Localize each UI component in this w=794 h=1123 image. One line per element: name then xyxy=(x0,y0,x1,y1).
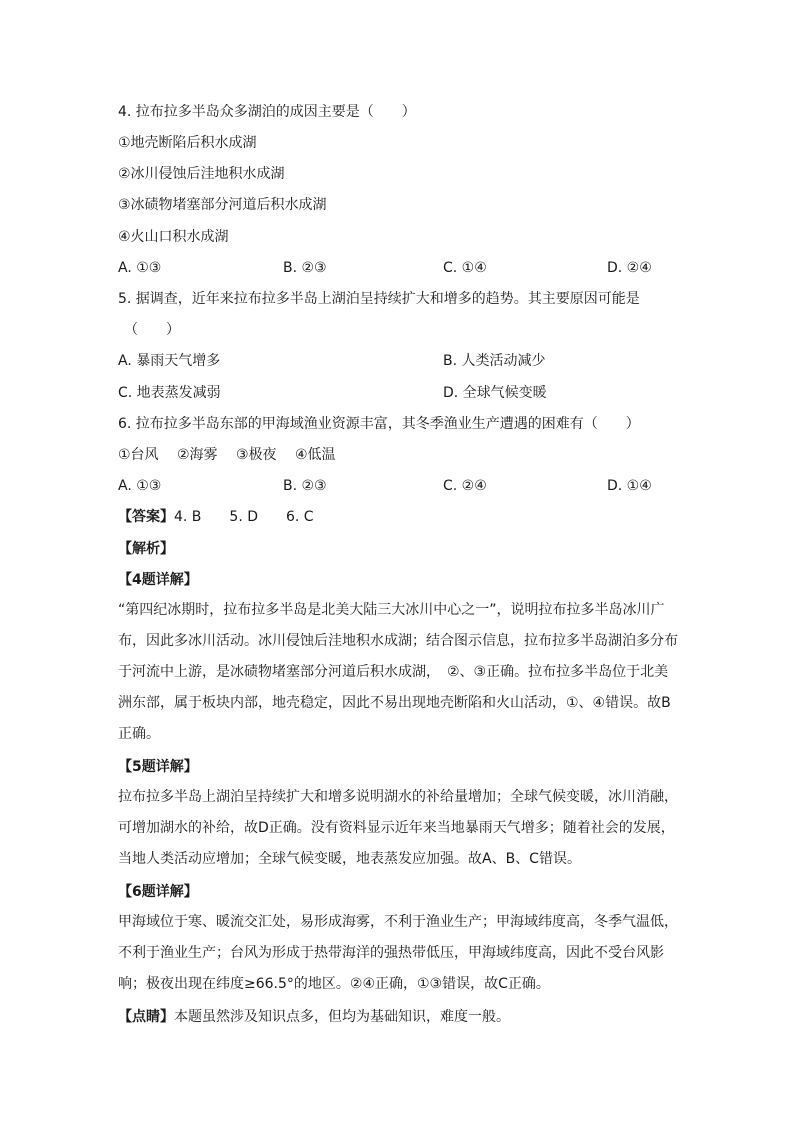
detail4-label: 【4题详解】 xyxy=(118,572,198,588)
answer-line xyxy=(118,508,314,526)
q6-option-c: C. ②④ xyxy=(443,478,487,494)
q4-option-b: B. ②③ xyxy=(283,260,327,276)
detail6-text: 甲海域位于寒、暖流交汇处，易形成海雾，不利于渔业生产；甲海域纬度高，冬季气温低，不利于渔业生产；台风为形成于热带海洋的强热带低压，甲海域纬度高，因此不受台风影响；极夜出现在纬度≥66.5°的地区。②④正确，①③错误，故C正确。 xyxy=(118,914,678,992)
q6-option-b: B. ②③ xyxy=(283,478,327,494)
answer-text: 4. B 5. D 6. C xyxy=(174,509,314,525)
q4-item-2: ②冰川侵蚀后洼地积水成湖 xyxy=(118,166,285,182)
q6-option-d: D. ①④ xyxy=(607,478,652,494)
comment-label: 【点睛】 xyxy=(118,1009,174,1025)
q5-stem: 5. 据调查，近年来拉布拉多半岛上湖泊呈持续扩大和增多的趋势。其主要原因可能是 xyxy=(118,291,640,307)
q5-option-d: D. 全球气候变暖 xyxy=(443,385,547,401)
q4-option-d: D. ②④ xyxy=(607,260,652,276)
q4-item-4: ④火山口积水成湖 xyxy=(118,229,229,245)
q4-option-c: C. ①④ xyxy=(443,260,487,276)
detail5-text: 拉布拉多半岛上湖泊呈持续扩大和增多说明湖水的补给量增加；全球气候变暖，冰川消融，可增加湖水的补给，故D正确。没有资料显示近年来当地暴雨天气增多；随着社会的发展，当地人类活动应增加；全球气候变暖，地表蒸发应加强。故A、B、C错误。 xyxy=(118,789,678,867)
detail5-label: 【5题详解】 xyxy=(118,759,198,775)
detail6-label: 【6题详解】 xyxy=(118,884,198,900)
q6-items: ①台风 ②海雾 ③极夜 ④低温 xyxy=(118,447,336,463)
q4-option-a: A. ①③ xyxy=(118,260,162,276)
q4-item-3: ③冰碛物堵塞部分河道后积水成湖 xyxy=(118,197,327,213)
q6-stem: 6. 拉布拉多半岛东部的甲海域渔业资源丰富，其冬季渔业生产遭遇的困难有（ ） xyxy=(118,416,640,432)
detail4-text: “第四纪冰期时，拉布拉多半岛是北美大陆三大冰川中心之一”，说明拉布拉多半岛冰川广布，因此多冰川活动。冰川侵蚀后洼地积水成湖；结合图示信息，拉布拉多半岛湖泊多分布于河流中上游，是冰碛物堵塞部分河道后积水成湖， ②、③正确。拉布拉多半岛位于北美洲东部，属于板块内部，地壳稳定，因此不易出现地壳断陷和火山活动，①、④错误。故B正确。 xyxy=(118,602,678,742)
q4-stem: 4. 拉布拉多半岛众多湖泊的成因主要是（ ） xyxy=(118,104,416,120)
q5-option-a: A. 暴雨天气增多 xyxy=(118,353,221,369)
q5-stem-blank: （ ） xyxy=(124,322,180,338)
answer-label: 【答案】 xyxy=(118,509,174,525)
comment-text: 本题虽然涉及知识点多，但均为基础知识，难度一般。 xyxy=(174,1009,510,1025)
analysis-label: 【解析】 xyxy=(118,541,174,557)
q5-option-c: C. 地表蒸发减弱 xyxy=(118,385,221,401)
q6-option-a: A. ①③ xyxy=(118,478,162,494)
comment-line xyxy=(118,1008,510,1026)
q4-item-1: ①地壳断陷后积水成湖 xyxy=(118,135,257,151)
q5-option-b: B. 人类活动减少 xyxy=(443,353,546,369)
